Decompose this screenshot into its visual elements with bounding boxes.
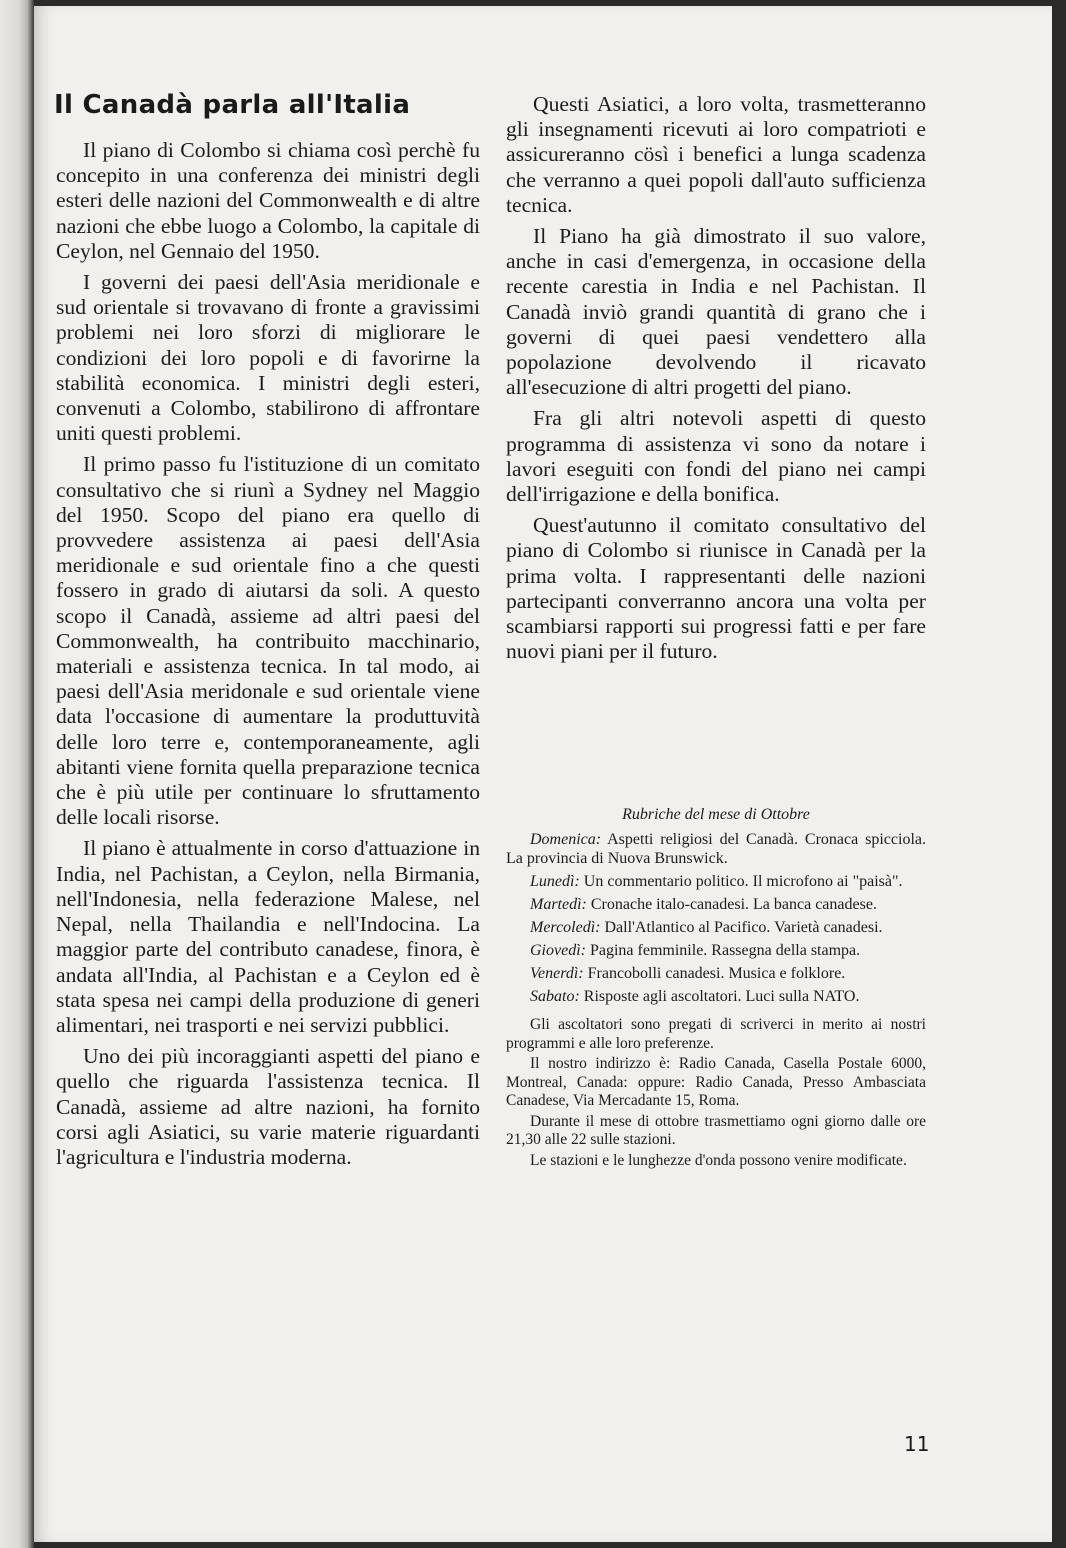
article-title: Il Canadà parla all'Italia bbox=[54, 90, 411, 120]
schedule-text: Pagina femminile. Rassegna della stampa. bbox=[589, 942, 861, 959]
schedule-day: Martedì: bbox=[530, 896, 587, 913]
paragraph: Il Piano ha già dimostrato il suo valore, anche in casi d'emergenza, in occasione della recente carestia in India e nel Pachistan. Il Canadà inviò grandi quantità di grano che i governi di quei paesi vendettero alla popolazione devolvendo il ricavato all'esecuzione di altri progetti del piano. bbox=[506, 224, 926, 400]
paragraph: Il piano di Colombo si chiama così perchè fu concepito in una conferenza dei ministri degli esteri delle nazioni del Commonwealth e di altre nazioni che ebbe luogo a Colombo, la capitale di Ceylon, nel Gennaio del 1950. bbox=[56, 138, 480, 263]
page-number: 11 bbox=[904, 1432, 930, 1456]
schedule-item bbox=[506, 941, 926, 960]
schedule-text: Un commentario politico. Il microfono ai "paisà". bbox=[583, 873, 903, 890]
radio-schedule bbox=[506, 805, 926, 1172]
schedule-day: Lunedì: bbox=[530, 873, 580, 890]
schedule-day: Venerdì: bbox=[530, 965, 584, 982]
schedule-item bbox=[506, 987, 926, 1006]
paragraph: I governi dei paesi dell'Asia meridionale e sud orientale si trovavano di fronte a gravissimi problemi nei loro sforzi di migliorare le condizioni dei loro popoli e di favorirne la stabilità economica. I ministri degli esteri, convenuti a Colombo, stabilirono di affrontare uniti questi problemi. bbox=[56, 270, 480, 446]
schedule-note: Durante il mese di ottobre trasmettiamo ogni giorno dalle ore 21,30 alle 22 sulle stazioni. bbox=[506, 1112, 926, 1148]
paragraph: Il piano è attualmente in corso d'attuazione in India, nel Pachistan, a Ceylon, nella Birmania, nell'Indonesia, nella federazione Malese, nel Nepal, nella Thailandia e nell'Indocina. La maggior parte del contributo canadese, finora, è andata all'India, al Pachistan e a Ceylon ed è stata spesa nei campi della produzione di generi alimentari, nei trasporti e nei servizi pubblici. bbox=[56, 836, 480, 1037]
schedule-text: Risposte agli ascoltatori. Luci sulla NATO. bbox=[583, 988, 860, 1005]
paragraph: Fra gli altri notevoli aspetti di questo programma di assistenza vi sono da notare i lavori eseguiti con fondi del piano nei campi dell'irrigazione e della bonifica. bbox=[506, 406, 926, 507]
schedule-item bbox=[506, 895, 926, 914]
left-column bbox=[56, 138, 480, 1176]
schedule-heading: Rubriche del mese di Ottobre bbox=[622, 806, 810, 823]
schedule-note: Il nostro indirizzo è: Radio Canada, Casella Postale 6000, Montreal, Canada: oppure: Radio Canada, Presso Ambasciata Canadese, Via Mercadante 15, Roma. bbox=[506, 1055, 926, 1109]
book-binding bbox=[0, 0, 34, 1548]
schedule-day: Giovedì: bbox=[530, 942, 586, 959]
schedule-note: Gli ascoltatori sono pregati di scriverci in merito ai nostri programmi e alle loro preferenze. bbox=[506, 1016, 926, 1052]
paragraph: Quest'autunno il comitato consultativo del piano di Colombo si riunisce in Canadà per la prima volta. I rappresentanti delle nazioni partecipanti converranno ancora una volta per scambiarsi rapporti sui progressi fatti e per fare nuovi piani per il futuro. bbox=[506, 513, 926, 664]
schedule-item bbox=[506, 964, 926, 983]
paragraph: Il primo passo fu l'istituzione di un comitato consultativo che si riunì a Sydney nel Maggio del 1950. Scopo del piano era quello di provvedere assistenza ai paesi dell'Asia meridionale e sud orientale fino a che questi fossero in grado di aiutarsi da soli. A questo scopo il Canadà, assieme ad altri paesi del Commonwealth, ha contribuito macchinario, materiali e assistenza tecnica. In tal modo, ai paesi dell'Asia meridonale e sud orientale viene data l'occasione di aumentare la produttuvità delle loro terre e, contemporaneamente, agli abitanti viene fornita quella preparazione tecnica che è più utile per continuare lo sfruttamento delle locali risorse. bbox=[56, 452, 480, 830]
schedule-day: Mercoledì: bbox=[530, 919, 601, 936]
schedule-note: Le stazioni e le lunghezze d'onda possono venire modificate. bbox=[530, 1151, 907, 1169]
schedule-text: Cronache italo-canadesi. La banca canadese. bbox=[590, 896, 877, 913]
paragraph: Questi Asiatici, a loro volta, trasmetteranno gli insegnamenti ricevuti ai loro compatrioti e assicureranno cösì i benefici a lunga scadenza che verranno a quei popoli dall'auto sufficienza tecnica. bbox=[506, 92, 926, 217]
schedule-item bbox=[506, 872, 926, 891]
right-column bbox=[506, 92, 926, 670]
schedule-item bbox=[506, 830, 926, 868]
schedule-text: Dall'Atlantico al Pacifico. Varietà canadesi. bbox=[604, 919, 883, 936]
schedule-day: Sabato: bbox=[530, 988, 580, 1005]
schedule-day: Domenica: bbox=[530, 831, 602, 848]
schedule-text: Aspetti religiosi del Canadà. Cronaca spicciola. La provincia di Nuova Brunswick. bbox=[506, 831, 926, 867]
schedule-item bbox=[506, 918, 926, 937]
schedule-text: Francobolli canadesi. Musica e folklore. bbox=[587, 965, 846, 982]
paragraph: Uno dei più incoraggianti aspetti del piano e quello che riguarda l'assistenza tecnica. Il Canadà, assieme ad altre nazioni, ha fornito corsi agli Asiatici, su varie materie riguardanti l'agricultura e l'industria moderna. bbox=[56, 1044, 480, 1169]
